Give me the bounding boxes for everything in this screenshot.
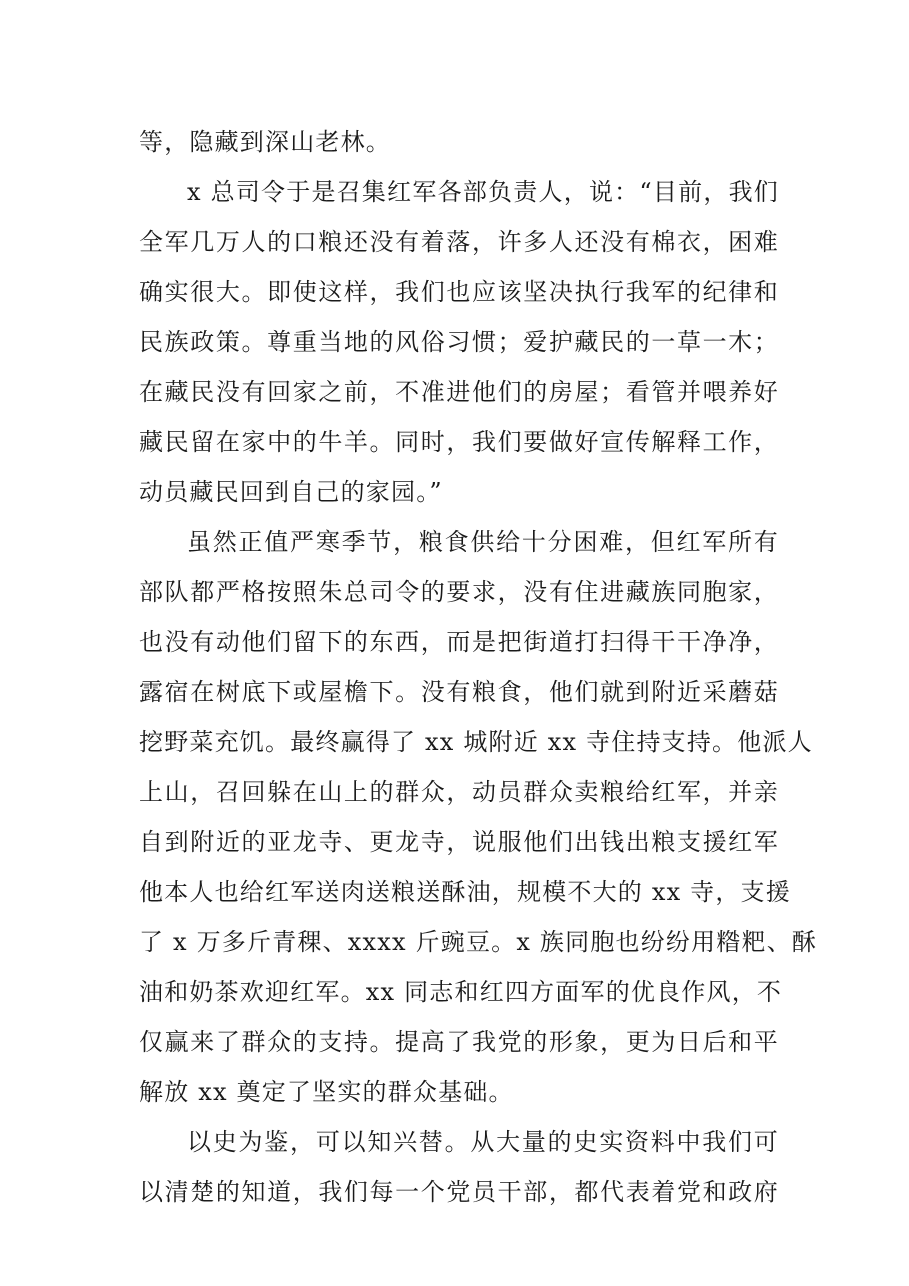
text-line: 动员藏民回到自己的家园。” bbox=[139, 478, 443, 506]
text-line: x 总司令于是召集红军各部负责人，说：“目前，我们 bbox=[187, 178, 779, 206]
text-line: 他本人也给红军送肉送粮送酥油，规模不大的 xx 寺，支援 bbox=[139, 878, 791, 906]
text-line: 以史为鉴，可以知兴替。从大量的史实资料中我们可 bbox=[187, 1128, 779, 1156]
text-line: 仅赢来了群众的支持。提高了我党的形象，更为日后和平 bbox=[139, 1028, 779, 1056]
text-line: 虽然正值严寒季节，粮食供给十分困难，但红军所有 bbox=[187, 528, 779, 556]
body-text bbox=[139, 117, 818, 1217]
text-line: 自到附近的亚龙寺、更龙寺，说服他们出钱出粮支援红军 bbox=[139, 828, 779, 856]
text-line: 也没有动他们留下的东西，而是把街道打扫得干干净净， bbox=[139, 628, 779, 656]
text-line: 在藏民没有回家之前，不准进他们的房屋；看管并喂养好 bbox=[139, 378, 779, 406]
text-line: 上山，召回躲在山上的群众，动员群众卖粮给红军，并亲 bbox=[139, 778, 779, 806]
text-line: 解放 xx 奠定了坚实的群众基础。 bbox=[139, 1078, 514, 1106]
text-line: 藏民留在家中的牛羊。同时，我们要做好宣传解释工作， bbox=[139, 428, 779, 456]
text-line: 露宿在树底下或屋檐下。没有粮食，他们就到附近采蘑菇 bbox=[139, 678, 779, 706]
text-line: 全军几万人的口粮还没有着落，许多人还没有棉衣，困难 bbox=[139, 228, 779, 256]
text-line: 挖野菜充饥。最终赢得了 xx 城附近 xx 寺住持支持。他派人 bbox=[139, 728, 813, 756]
text-line: 民族政策。尊重当地的风俗习惯；爱护藏民的一草一木； bbox=[139, 328, 779, 356]
text-line: 部队都严格按照朱总司令的要求，没有住进藏族同胞家， bbox=[139, 578, 779, 606]
text-line: 油和奶茶欢迎红军。xx 同志和红四方面军的优良作风，不 bbox=[139, 978, 783, 1006]
text-line: 确实很大。即使这样，我们也应该坚决执行我军的纪律和 bbox=[139, 278, 779, 306]
text-line: 等，隐藏到深山老林。 bbox=[139, 128, 391, 156]
text-line: 以清楚的知道，我们每一个党员干部，都代表着党和政府 bbox=[139, 1178, 779, 1206]
text-line: 了 x 万多斤青稞、xxxx 斤豌豆。x 族同胞也纷纷用糌粑、酥 bbox=[139, 928, 818, 956]
